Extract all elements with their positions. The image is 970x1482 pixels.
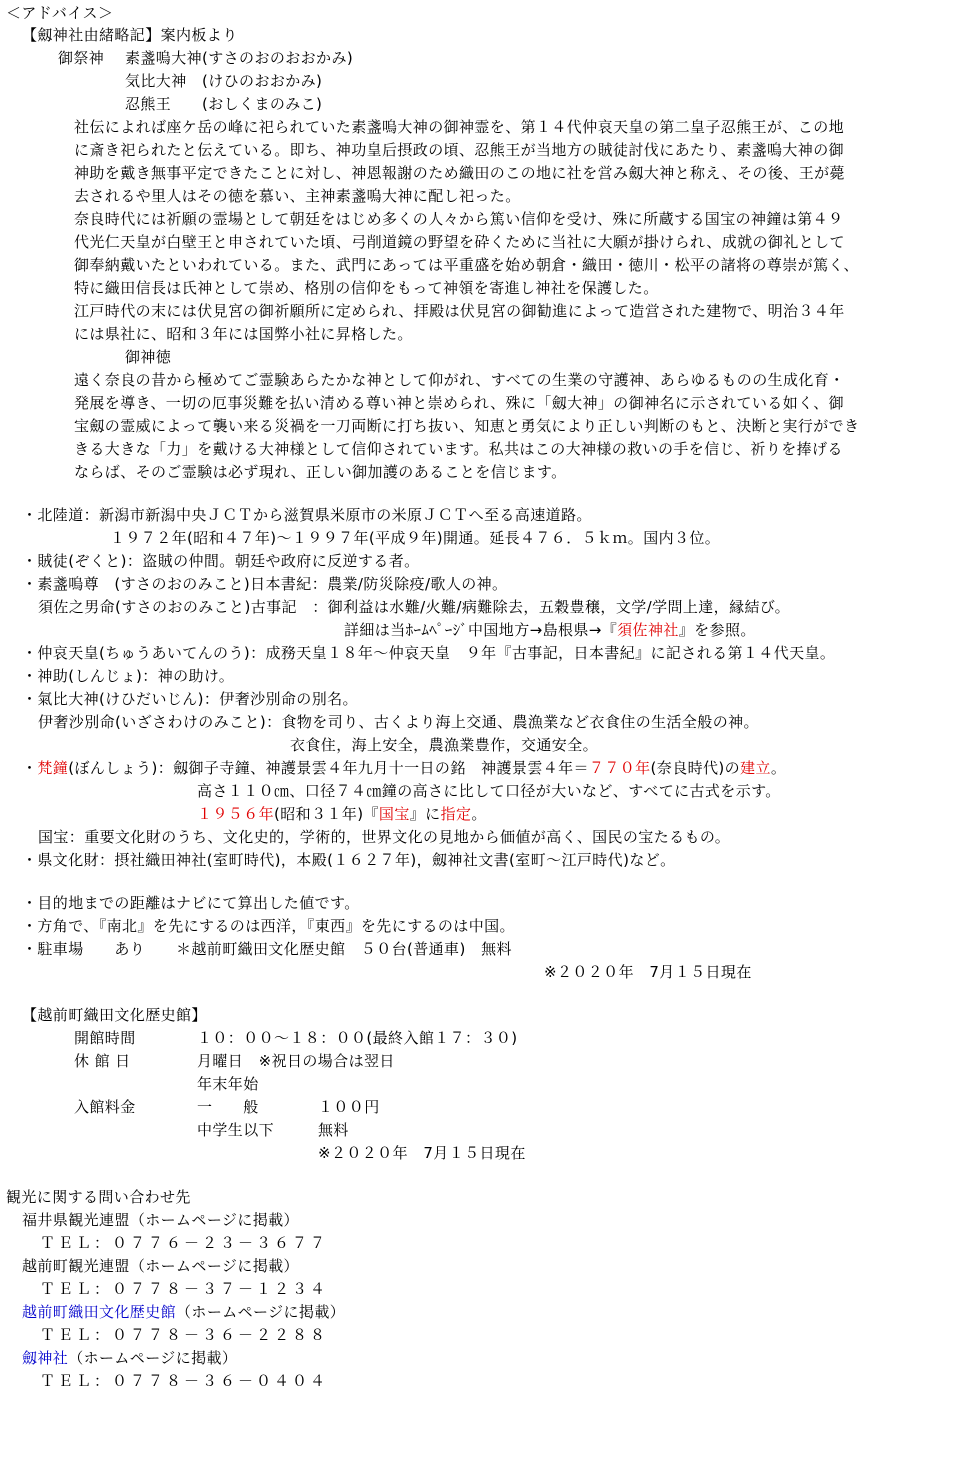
virtue-line: 発展を導き、一切の厄事災難を払い清める尊い神と崇められ、殊に「劔大神」の御神名に示されている如く、御: [74, 394, 845, 412]
virtue-line: 宝劔の霊威によって襲い来る災禍を一刀両断に打ち抜い、知恵と勇気により正しい判断のもと、決断と実行ができ: [74, 417, 860, 435]
note-susanoo-kojiki: 須佐之男命(すさのおのみこと)古事記 ：御利益は水難/火難/病難除去，五穀豊穣，文学/学問上達，縁結び。: [38, 598, 791, 616]
contacts-heading: 観光に関する問い合わせ先: [6, 1188, 191, 1206]
contact-note: （ホームページに掲載）: [68, 1349, 238, 1367]
note-shinjo: ・神助(しんじょ)：神の助け。: [22, 667, 235, 685]
designation-text: (昭和３１年)『: [274, 805, 379, 823]
suza-shrine-link[interactable]: 須佐神社: [617, 621, 679, 639]
museum-fee-general-value: １００円: [318, 1098, 380, 1116]
contact-entry: [22, 1301, 345, 1323]
info-direction: ・方角で、『南北』を先にするのは西洋，『東西』を先にするのは中国。: [22, 917, 515, 935]
contact-name: 福井県観光連盟: [22, 1211, 130, 1229]
bonsho-built: 建立: [740, 759, 771, 777]
info-distance: ・目的地までの距離はナビにて算出した値です。: [22, 894, 360, 912]
detail-text: 詳細は当ﾎｰﾑﾍﾟｰｼﾞ中国地方→島根県→『: [344, 621, 618, 639]
history-line: 神助を戴き無事平定できたことに対し、神恩報謝のため織田のこの地に社を営み劔大神と称え、その後、王が薨: [74, 164, 845, 182]
museum-link[interactable]: 越前町織田文化歴史館: [22, 1303, 177, 1321]
museum-fee-student-label: 中学生以下: [197, 1121, 275, 1139]
history-line: 特に織田信長は氏神として崇め、格別の信仰をもって神領を寄進し神社を保護した。: [74, 279, 659, 297]
museum-fee-general-label: 一 般: [197, 1098, 259, 1116]
note-susanoo: ・素盞嗚尊 (すさのおのみこと)日本書紀：農業/防災除疫/歌人の神。: [22, 575, 508, 593]
museum-closed-value: 年末年始: [197, 1075, 259, 1093]
note-bonsho-size: 高さ１１０㎝、口径７４㎝鐘の高さに比して口径が大いなど、すべてに古式を示す。: [197, 782, 781, 800]
history-line: 江戸時代の末には伏見宮の御祈願所に定められ、拝殿は伏見宮の御勧進によって造営された建物で、明治３４年: [74, 302, 845, 320]
deity-label: 御祭神: [58, 49, 105, 67]
virtue-line: ならば、そのご霊験は必ず現れ、正しい御加護のあることを信じます。: [74, 463, 567, 481]
museum-hours-label: 開館時間: [74, 1029, 136, 1047]
contact-tel: ＴＥＬ：０７７８－３７－１２３４: [40, 1280, 329, 1298]
history-line: に斎き祀られたと伝えている。即ち、神功皇后摂政の頃、忍熊王が当地方の賊徒討伐にあたり、素盞嗚大神の御: [74, 141, 845, 159]
note-kenbunkazai: ・県文化財：摂社織田神社(室町時代)，本殿(１６２７年)，劔神社文書(室町～江戸時代)など。: [22, 851, 676, 869]
contact-name: 越前町観光連盟: [22, 1257, 130, 1275]
note-susanoo-detail: [344, 619, 756, 641]
virtue-line: きる大きな「力」を戴ける大神様として信仰されています。私共はこの大神様の救いの手を信じ、祈りを捧げる: [74, 440, 843, 458]
contact-tel: ＴＥＬ：０７７６－２３－３６７７: [40, 1234, 329, 1252]
designation-text: 。: [471, 805, 487, 823]
designated: 指定: [440, 805, 472, 823]
history-line: 御奉納戴いたといわれている。また、武門にあっては平重盛を始め朝倉・織田・徳川・松平の諸将の尊崇が篤く、: [74, 256, 859, 274]
museum-fee-label: 入館料金: [74, 1098, 136, 1116]
history-line: 奈良時代には祈願の霊場として朝廷をはじめ多くの人々から篤い信仰を受け、殊に所蔵する国宝の神鐘は第４９: [74, 210, 844, 228]
note-izasawake: 伊奢沙別命(いざさわけのみこと)：食物を司り、古くより海上交通、農漁業など衣食住の生活全般の神。: [38, 713, 759, 731]
museum-closed-label: 休 館 日: [74, 1052, 131, 1070]
bonsho-text: (奈良時代)の: [650, 759, 741, 777]
deity-name: 素盞嗚大神(すさのおのおおかみ): [125, 49, 354, 67]
contact-note: （ホームページに掲載）: [129, 1211, 299, 1229]
note-bonsho-designation: [197, 803, 487, 825]
note-hokuriku: ・北陸道：新潟市新潟中央ＪＣＴから滋賀県米原市の米原ＪＣＴへ至る高速道路。: [22, 506, 592, 524]
history-line: 代光仁天皇が白壁王と申されていた頃、弓削道鏡の野望を砕くために当社に大願が掛けられ、成就の御礼として: [74, 233, 845, 251]
national-treasure: 国宝: [378, 805, 410, 823]
history-line: 去されるや里人はその徳を慕い、主神素盞嗚大神に配し祀った。: [74, 187, 521, 205]
contact-entry: [22, 1255, 299, 1277]
contact-tel: ＴＥＬ：０７７８－３６－０４０４: [40, 1372, 329, 1390]
contact-tel: ＴＥＬ：０７７８－３６－２２８８: [40, 1326, 329, 1344]
museum-hours-value: １０：００～１８：００(最終入館１７：３０): [197, 1029, 518, 1047]
bullet: ・: [22, 759, 38, 777]
museum-closed-value: 月曜日 ※祝日の場合は翌日: [197, 1052, 395, 1070]
contact-note: （ホームページに掲載）: [176, 1303, 346, 1321]
detail-text: 』を参照。: [678, 621, 756, 639]
designation-text: 』に: [409, 805, 441, 823]
bonsho-term: 梵鐘: [37, 759, 69, 777]
bonsho-year: ７７０年: [588, 759, 651, 777]
advice-heading: ＜アドバイス＞: [6, 4, 114, 22]
museum-fee-student-value: 無料: [318, 1121, 349, 1139]
bonsho-text: 。: [770, 759, 787, 777]
note-hokuriku-detail: １９７２年(昭和４７年)～１９９７年(平成９年)開通。延長４７６．５ｋｍ。国内３位。: [110, 529, 721, 547]
note-izasawake-benefits: 衣食住，海上安全，農漁業豊作，交通安全。: [290, 736, 599, 754]
contact-note: （ホームページに掲載）: [129, 1257, 299, 1275]
virtue-heading: 御神徳: [125, 348, 172, 366]
deity-name: 気比大神 (けひのおおかみ): [125, 72, 323, 90]
note-chuai: ・仲哀天皇(ちゅうあいてんのう)：成務天皇１８年～仲哀天皇 ９年『古事記，日本書紀』に記される第１４代天皇。: [22, 644, 836, 662]
virtue-line: 遠く奈良の昔から極めてご霊験あらたかな神として仰がれ、すべての生業の守護神、あらゆるものの生成化育・: [74, 371, 845, 389]
note-bonsho: [22, 757, 786, 779]
museum-title: 【越前町織田文化歴史館】: [22, 1006, 207, 1024]
info-as-of: ※２０２０年 7月１５日現在: [544, 963, 752, 981]
source-title: 【劔神社由緒略記】案内板より: [22, 26, 238, 44]
tsurugi-shrine-link[interactable]: 劔神社: [22, 1349, 69, 1367]
history-line: 社伝によれば座ケ岳の峰に祀られていた素盞嗚大神の御神霊を、第１４代仲哀天皇の第二皇子忍熊王が、この地: [74, 118, 845, 136]
info-parking: ・駐車場 あり ＊越前町織田文化歴史館 ５０台(普通車) 無料: [22, 940, 512, 958]
note-kokuho: 国宝：重要文化財のうち、文化史的，学術的，世界文化の見地から価値が高く、国民の宝たるもの。: [38, 828, 731, 846]
designation-year: １９５６年: [197, 805, 275, 823]
history-line: には県社に、昭和３年には国弊小社に昇格した。: [74, 325, 413, 343]
note-kehi: ・氣比大神(けひだいじん)：伊奢沙別命の別名。: [22, 690, 358, 708]
bonsho-text: (ぼんしょう)：劔御子寺鐘、神護景雲４年九月十一日の銘 神護景雲４年＝: [68, 759, 589, 777]
museum-as-of: ※２０２０年 7月１５日現在: [318, 1144, 526, 1162]
contact-entry: [22, 1347, 237, 1369]
note-zokuto: ・賊徒(ぞくと)：盗賊の仲間。朝廷や政府に反逆する者。: [22, 552, 420, 570]
deity-name: 忍熊王 (おしくまのみこ): [125, 95, 323, 113]
contact-entry: [22, 1209, 299, 1231]
